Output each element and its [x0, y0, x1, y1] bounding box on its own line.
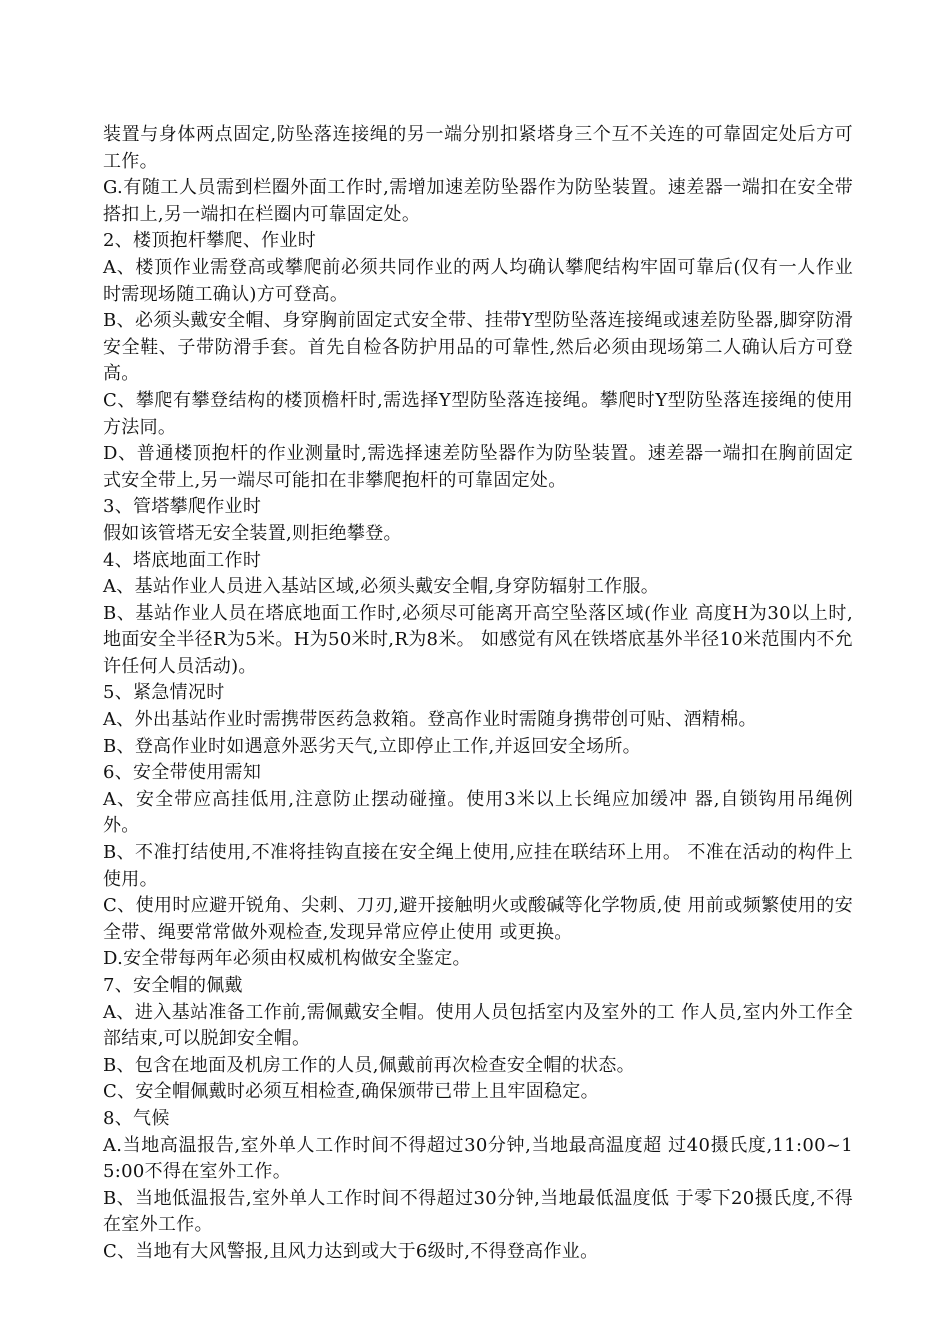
paragraph-8c: C、当地有大风警报,且风力达到或大于6级时,不得登高作业。 [103, 1240, 599, 1262]
paragraph-6a: A、安全带应高挂低用,注意防止摆动碰撞。使用3米以上长绳应加缓冲 器,自锁钩用吊绳例外。 [103, 788, 853, 837]
document-body [103, 122, 853, 1266]
paragraph-2a: A、楼顶作业需登高或攀爬前必须共同作业的两人均确认攀爬结构牢固可靠后(仅有一人作业时需现场随工确认)方可登高。 [103, 256, 853, 305]
section-heading-6: 6、安全带使用需知 [103, 762, 262, 784]
paragraph-2c: C、攀爬有攀登结构的楼顶檐杆时,需选择Y型防坠落连接绳。攀爬时Y型防坠落连接绳的使用方法同。 [103, 389, 853, 438]
paragraph-2d: D、普通楼顶抱杆的作业测量时,需选择速差防坠器作为防坠装置。速差器一端扣在胸前固定式安全带上,另一端尽可能扣在非攀爬抱杆的可靠固定处。 [103, 443, 853, 491]
paragraph-5b: B、登高作业时如遇意外恶劣天气,立即停止工作,并返回安全场所。 [103, 735, 641, 757]
paragraph-continuation: 装置与身体两点固定,防坠落连接绳的另一端分别扣紧塔身三个互不关连的可靠固定处后方可工作。 [103, 124, 853, 172]
paragraph-7c: C、安全帽佩戴时必须互相检查,确保颁带已带上且牢固稳定。 [103, 1081, 599, 1103]
section-heading-4: 4、塔底地面工作时 [103, 549, 262, 571]
paragraph-6b: B、不准打结使用,不准将挂钩直接在安全绳上使用,应挂在联结环上用。 不准在活动的构件上使用。 [103, 842, 853, 890]
paragraph-8a: A.当地高温报告,室外单人工作时间不得超过30分钟,当地最高温度超 过40摄氏度,11:00~15:00不得在室外工作。 [103, 1134, 853, 1183]
paragraph-3: 假如该管塔无安全装置,则拒绝攀登。 [103, 522, 402, 544]
paragraph-4b: B、基站作业人员在塔底地面工作时,必须尽可能离开高空坠落区域(作业 高度H为30以上时,地面安全半径R为5米。H为50米时,R为8米。 如感觉有风在铁塔底基外半径10米范围内不允许任何人员活动)。 [103, 602, 853, 677]
section-heading-5: 5、紧急情况时 [103, 682, 225, 704]
paragraph-4a: A、基站作业人员进入基站区域,必须头戴安全帽,身穿防辐射工作服。 [103, 576, 660, 598]
paragraph-7b: B、包含在地面及机房工作的人员,佩戴前再次检查安全帽的状态。 [103, 1054, 635, 1076]
section-heading-7: 7、安全帽的佩戴 [103, 975, 243, 996]
section-heading-8: 8、气候 [103, 1107, 170, 1129]
paragraph-item-g: G.有随工人员需到栏圈外面工作时,需增加速差防坠器作为防坠装置。速差器一端扣在安全带搭扣上,另一端扣在栏圈内可靠固定处。 [103, 177, 853, 225]
paragraph-6c: C、使用时应避开锐角、尖刺、刀刃,避开接触明火或酸碱等化学物质,使 用前或频繁使用的安全带、绳要常常做外观检查,发现异常应停止使用 或更换。 [103, 895, 853, 943]
paragraph-7a: A、进入基站准备工作前,需佩戴安全帽。使用人员包括室内及室外的工 作人员,室内外工作全部结束,可以脱卸安全帽。 [103, 1001, 853, 1050]
section-heading-3: 3、管塔攀爬作业时 [103, 496, 262, 518]
section-heading-2: 2、楼顶抱杆攀爬、作业时 [103, 230, 317, 252]
paragraph-6d: D.安全带每两年必须由权威机构做安全鉴定。 [103, 948, 471, 970]
paragraph-2b: B、必须头戴安全帽、身穿胸前固定式安全带、挂带Y型防坠落连接绳或速差防坠器,脚穿防滑安全鞋、子带防滑手套。首先自检各防护用品的可靠性,然后必须由现场第二人确认后方可登高。 [103, 310, 853, 385]
paragraph-8b: B、当地低温报告,室外单人工作时间不得超过30分钟,当地最低温度低 于零下20摄氏度,不得在室外工作。 [103, 1187, 853, 1236]
paragraph-5a: A、外出基站作业时需携带医药急救箱。登高作业时需随身携带创可贴、酒精棉。 [103, 709, 757, 731]
